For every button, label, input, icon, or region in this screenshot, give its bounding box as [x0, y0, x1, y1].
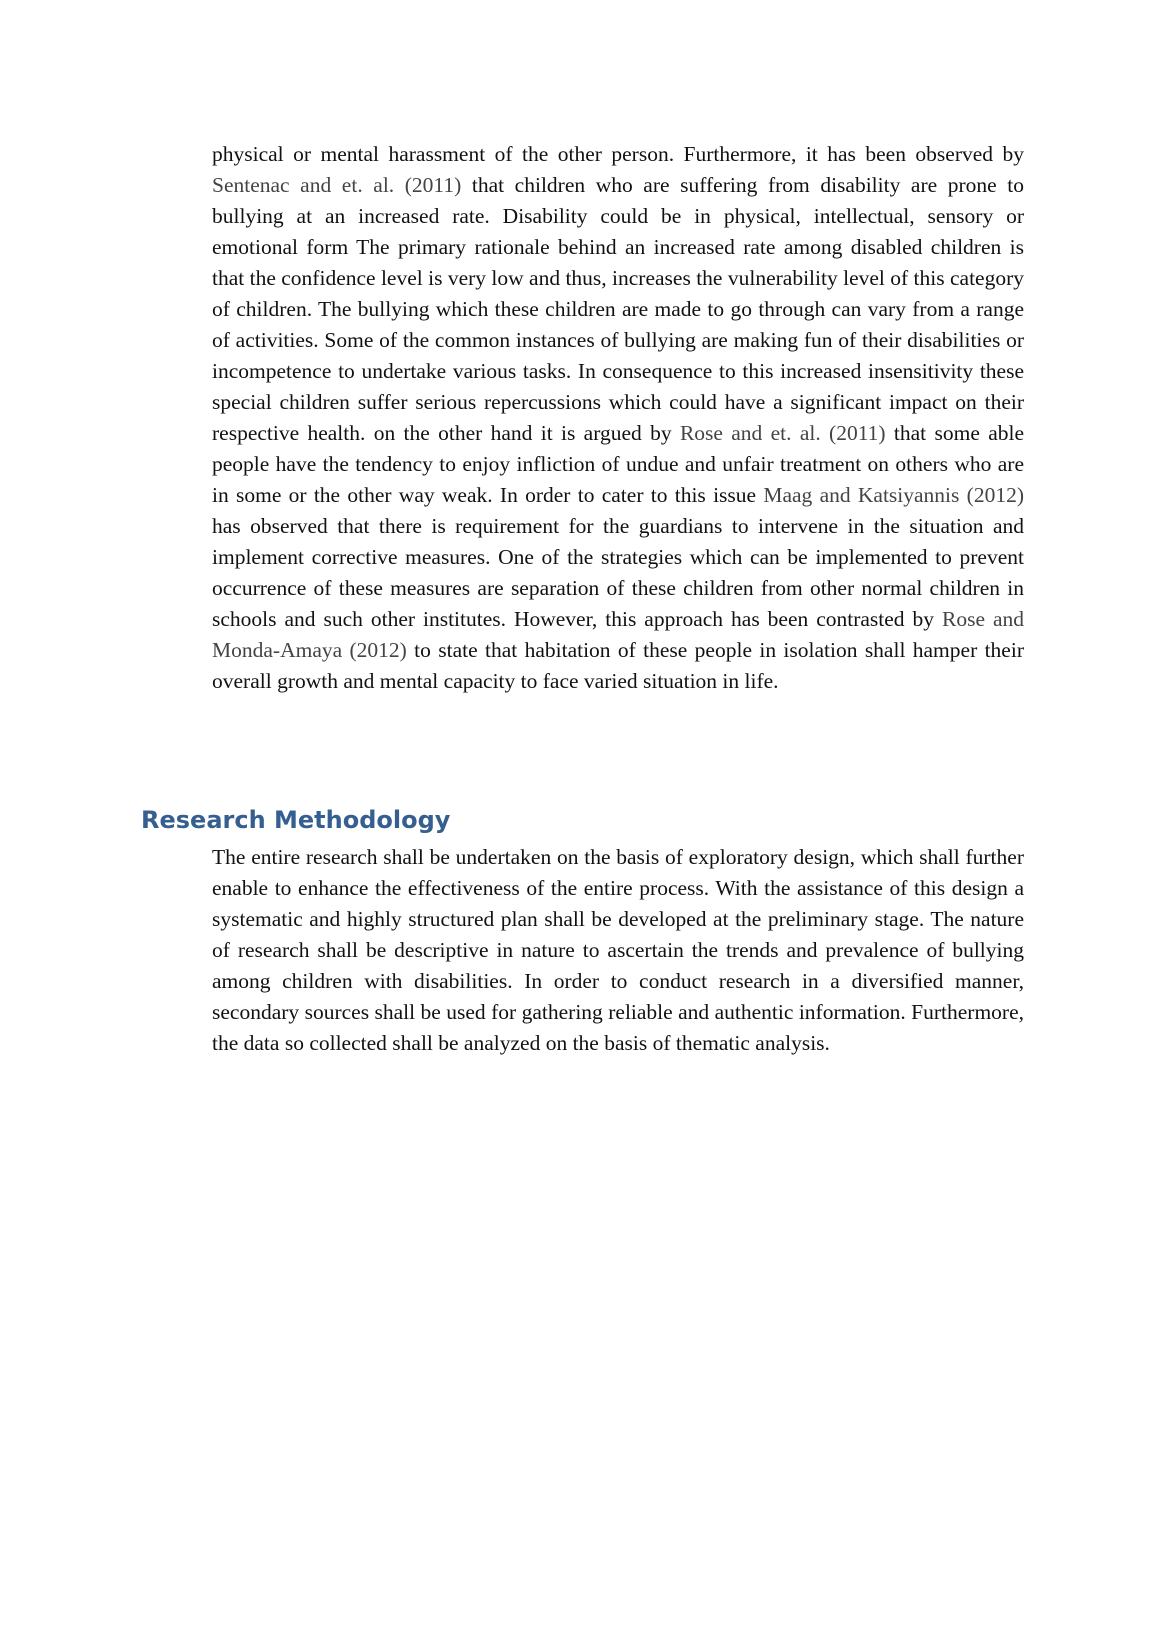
section-heading-research-methodology: Research Methodology	[141, 806, 451, 834]
text-segment: has observed that there is requirement for the guardians to intervene in the situation and implement corrective measures. One of the strategies which can be implemented to prevent occurrence of these measures are separation of these children from other normal children in schools and such other institutes. However, this approach has been contrasted by	[212, 514, 1024, 631]
citation-rose-monda-amaya: Rose and Monda-Amaya (2012)	[212, 607, 1024, 662]
citation-sentenac: Sentenac and et. al. (2011)	[212, 173, 462, 197]
body-paragraph-1	[212, 139, 1024, 697]
text-segment: that children who are suffering from disability are prone to bullying at an increased rate. Disability could be in physical, intellectual, sensory or emotional form The primary rationale behind an increased rate among disabled children is that the confidence level is very low and thus, increases the vulnerability level of this category of children. The bullying which these children are made to go through can vary from a range of activities. Some of the common instances of bullying are making fun of their disabilities or incompetence to undertake various tasks. In consequence to this increased insensitivity these special children suffer serious repercussions which could have a significant impact on their respective health. on the other hand it is argued by	[212, 173, 1025, 445]
body-paragraph-2: The entire research shall be undertaken on the basis of exploratory design, which shall further enable to enhance the effectiveness of the entire process. With the assistance of this design a systematic and highly structured plan shall be developed at the preliminary stage. The nature of research shall be descriptive in nature to ascertain the trends and prevalence of bullying among children with disabilities. In order to conduct research in a diversified manner, secondary sources shall be used for gathering reliable and authentic information. Furthermore, the data so collected shall be analyzed on the basis of thematic analysis.	[212, 845, 1024, 1055]
text-segment: to state that habitation of these people in isolation shall hamper their overall growth and mental capacity to face varied situation in life.	[212, 638, 1024, 693]
text-segment: physical or mental harassment of the other person. Furthermore, it has been observed by	[212, 142, 1024, 166]
text-segment: that some able people have the tendency to enjoy infliction of undue and unfair treatment on others who are in some or the other way weak. In order to cater to this issue	[212, 421, 1024, 507]
citation-maag-katsiyannis: Maag and Katsiyannis (2012)	[763, 483, 1024, 507]
citation-rose-2011: Rose and et. al. (2011)	[679, 421, 886, 445]
